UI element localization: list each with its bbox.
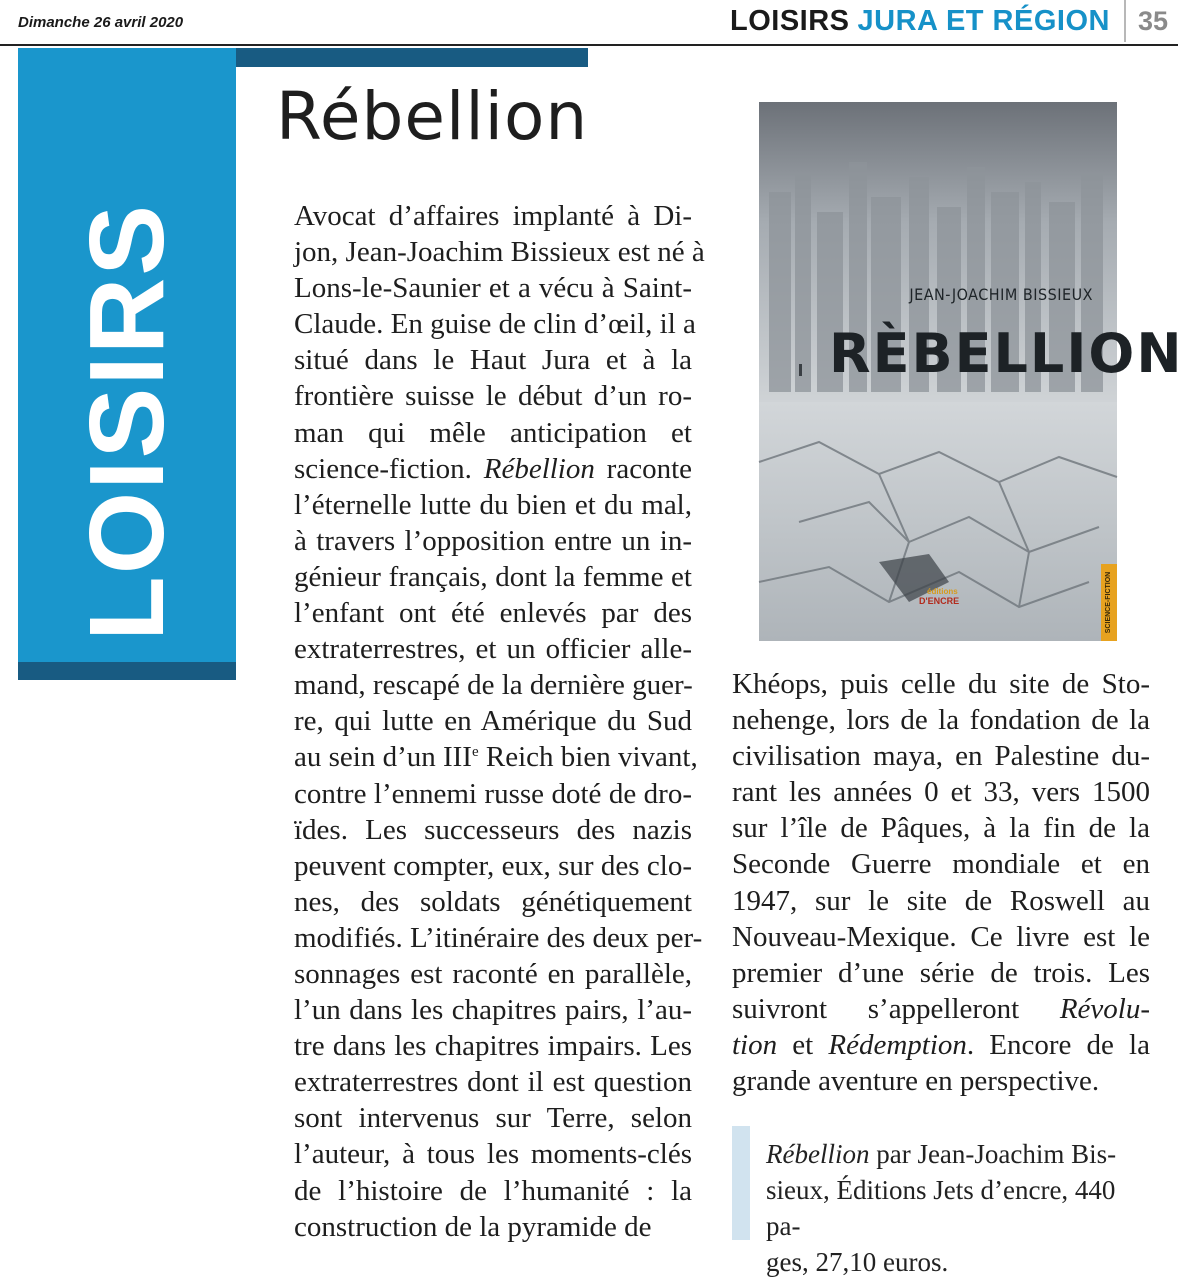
article-title: Rébellion	[276, 78, 589, 155]
article-line: re, qui lutte en Amérique du Sud	[294, 705, 692, 738]
credit-line: sieux, Éditions Jets d’encre, 440 pa-	[766, 1175, 1116, 1241]
article-line: man qui mêle anticipation et	[294, 416, 692, 449]
article-line: peuvent compter, eux, sur des clo-	[294, 849, 692, 882]
article-line: frontière suisse le début d’un ro-	[294, 380, 692, 413]
article-line: ïdes. Les successeurs des nazis	[294, 813, 692, 846]
article-line: génieur français, dont la femme et	[294, 560, 692, 593]
article-line: grande aventure en perspective.	[732, 1065, 1100, 1098]
article-line: l’auteur, à tous les moments-clés	[294, 1138, 692, 1171]
article-line: science-fiction. Rébellion raconte	[294, 452, 692, 485]
article-line: modifiés. L’itinéraire des deux per-	[294, 921, 703, 954]
article-column-2	[732, 666, 1150, 1099]
cover-genre: SCIENCE-FICTION	[1105, 571, 1113, 634]
article-line: Avocat d’affaires implanté à Di-	[294, 200, 692, 232]
article-line: sonnages est raconté en parallèle,	[294, 957, 692, 990]
article-line: l’un dans les chapitres pairs, l’au-	[294, 994, 692, 1027]
article-line: construction de la pyramide de	[294, 1210, 652, 1243]
article-line: rant les années 0 et 33, vers 1500	[732, 776, 1150, 809]
article-line: au sein d’un IIIe Reich bien vivant,	[294, 741, 698, 774]
article-line: l’enfant ont été enlevés par des	[294, 597, 692, 630]
credit-line: ges, 27,10 euros.	[766, 1247, 949, 1277]
article-line: contre l’ennemi russe doté de dro-	[294, 777, 692, 810]
header-rule	[0, 44, 1178, 46]
article-line: jon, Jean-Joachim Bissieux est né à	[294, 236, 705, 269]
article-line: tion et Rédemption. Encore de la	[732, 1028, 1150, 1061]
article-line: suivront s’appelleront Révolu-	[732, 992, 1150, 1025]
book-cover	[759, 102, 1184, 641]
cover-title: RÈBELLION	[829, 322, 1184, 385]
side-band-bottom	[18, 662, 236, 680]
article-line: sur l’île de Pâques, à la fin de la	[732, 812, 1150, 845]
article-line: situé dans le Haut Jura et à la	[294, 344, 692, 377]
article-line: nes, des soldats génétiquement	[294, 885, 692, 918]
article-line: de l’histoire de l’humanité : la	[294, 1174, 692, 1207]
cover-publisher-logo	[919, 587, 959, 606]
side-label: LOISIRS	[68, 202, 186, 642]
cover-author: JEAN-JOACHIM BISSIEUX	[909, 285, 1093, 304]
credit-line: par Jean-Joachim Bis-	[869, 1139, 1117, 1169]
cover-publisher-name: D'ENCRE	[919, 596, 960, 606]
header-subsection: JURA ET RÉGION	[857, 4, 1110, 37]
article-line: nehenge, lors de la fondation de la	[732, 704, 1150, 737]
credit-book-title: Rébellion	[766, 1139, 870, 1169]
article-line: à travers l’opposition entre un in-	[294, 524, 692, 557]
credit-accent-bar	[732, 1126, 750, 1240]
article-line: sont intervenus sur Terre, selon	[294, 1102, 692, 1135]
page-number: 35	[1124, 0, 1178, 42]
article-line: extraterrestres, et un officier alle-	[294, 633, 692, 666]
article-line: mand, rescapé de la dernière guer-	[294, 669, 693, 702]
book-credit	[766, 1136, 1150, 1280]
cover-genre-band	[1101, 564, 1117, 641]
article-line: tre dans les chapitres impairs. Les	[294, 1030, 692, 1063]
header-date: Dimanche 26 avril 2020	[18, 14, 184, 31]
article-line: civilisation maya, en Palestine du-	[732, 740, 1150, 773]
article-line: extraterrestres dont il est question	[294, 1066, 692, 1099]
article-line: Claude. En guise de clin d’œil, il a	[294, 308, 696, 341]
article-column-1	[274, 198, 705, 1245]
header-section: LOISIRS	[729, 4, 850, 37]
article-line: l’éternelle lutte du bien et du mal,	[294, 488, 692, 521]
article-line: Lons-le-Saunier et a vécu à Saint-	[294, 272, 692, 305]
article-line: 1947, sur le site de Roswell au	[732, 884, 1150, 917]
header-section-group	[730, 0, 1178, 42]
article-line: Khéops, puis celle du site de Sto-	[732, 668, 1150, 700]
cover-publisher-top: éditions	[927, 587, 958, 596]
article-line: Seconde Guerre mondiale et en	[732, 848, 1150, 881]
article-line: premier d’une série de trois. Les	[732, 956, 1150, 989]
article-line: Nouveau-Mexique. Ce livre est le	[732, 920, 1150, 953]
